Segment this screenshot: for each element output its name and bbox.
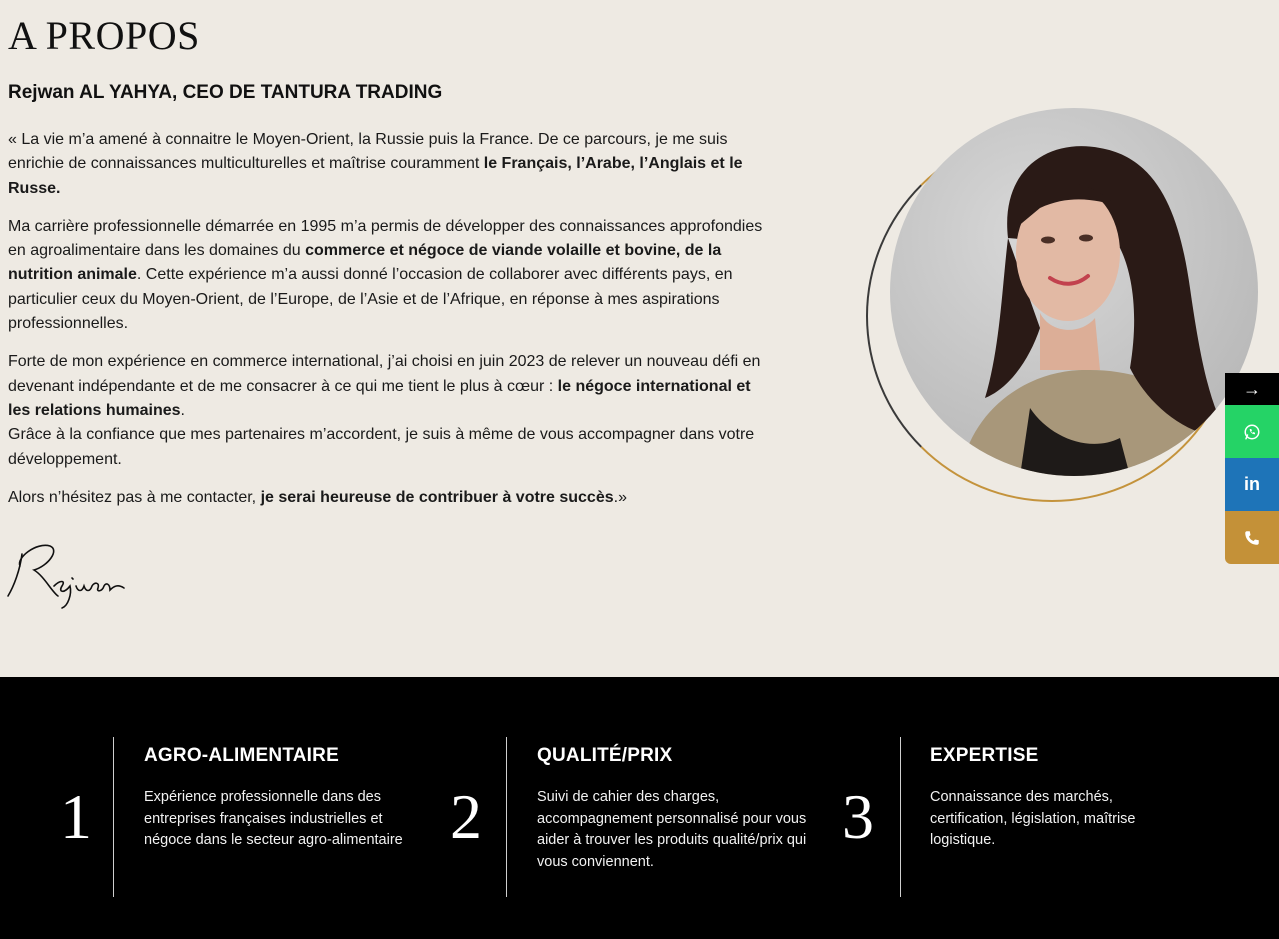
text-span: Forte de mon expérience en commerce international, j’ai choisi en juin 2023 de relever un nouveau défi en devenant indépendante et de me consacrer à ce qui me tient le plus à cœur :: [8, 353, 761, 395]
feature-title: AGRO-ALIMENTAIRE: [144, 745, 339, 766]
phone-button[interactable]: [1225, 511, 1279, 564]
about-text: [8, 128, 768, 524]
feature-number: 3: [842, 781, 874, 852]
text-span: « La vie m’a amené à connaitre le Moyen-Orient, la Russie puis la France. De ce parcours, je me suis enrichie de connaissances multiculturelles et maîtrise couramment: [8, 131, 728, 173]
sidebar-toggle-button[interactable]: [1225, 373, 1279, 405]
text-span: . Cette expérience m’a aussi donné l’occasion de collaborer avec différents pays, en particulier ceux du Moyen-Orient, de l’Europe, de l’Asie et de l’Afrique, en réponse à mes aspirations professionnelles.: [8, 266, 733, 333]
author-subtitle: Rejwan AL YAHYA, CEO DE TANTURA TRADING: [8, 82, 443, 103]
person-illustration-icon: [890, 108, 1258, 476]
features-section: [0, 677, 1279, 939]
linkedin-button[interactable]: [1225, 458, 1279, 511]
bold-span: commerce et négoce de viande volaille et bovine, de la nutrition animale: [8, 242, 722, 284]
signature-icon: [6, 536, 132, 612]
social-sidebar: [1225, 373, 1279, 564]
feature-description: Expérience professionnelle dans des entreprises françaises industrielles et négoce dans le secteur agro-alimentaire: [144, 789, 403, 848]
text-span: Alors n’hésitez pas à me contacter,: [8, 488, 261, 506]
text-span: Grâce à la confiance que mes partenaires m’accordent, je suis à même de vous accompagner dans votre développement.: [8, 426, 755, 468]
feature-title: EXPERTISE: [930, 745, 1039, 766]
text-span: .: [180, 401, 185, 419]
linkedin-icon: in: [1244, 474, 1260, 494]
feature-description: Suivi de cahier des charges, accompagnement personnalisé pour vous aider à trouver les produits qualité/prix qui vous conviennent.: [537, 789, 807, 870]
about-paragraph-3: [8, 350, 768, 471]
page-title: A PROPOS: [8, 13, 200, 58]
text-span: .»: [613, 488, 627, 506]
feature-title: QUALITÉ/PRIX: [537, 745, 673, 766]
feature-divider: [900, 737, 901, 897]
arrow-right-icon: →: [1243, 378, 1261, 399]
bold-span: le négoce international et les relations humaines: [8, 377, 751, 419]
phone-icon: [1243, 529, 1261, 547]
feature-number: 1: [60, 781, 92, 852]
feature-3: [0, 737, 1230, 897]
portrait: [862, 108, 1252, 504]
about-paragraph-1: [8, 128, 768, 201]
about-paragraph-2: [8, 215, 768, 336]
bold-span: le Français, l’Arabe, l’Anglais et le Russe.: [8, 155, 743, 197]
feature-number: 2: [450, 781, 482, 852]
whatsapp-icon: [1243, 423, 1261, 441]
about-paragraph-4: [8, 486, 768, 510]
text-span: Ma carrière professionnelle démarrée en 1995 m’a permis de développer des connaissances approfondies en agroalimentaire dans les domaines du: [8, 217, 763, 260]
portrait-photo: [890, 108, 1258, 476]
feature-description: Connaissance des marchés, certification, législation, maîtrise logistique.: [930, 789, 1136, 848]
whatsapp-button[interactable]: [1225, 405, 1279, 458]
bold-span: je serai heureuse de contribuer à votre succès: [260, 488, 614, 506]
